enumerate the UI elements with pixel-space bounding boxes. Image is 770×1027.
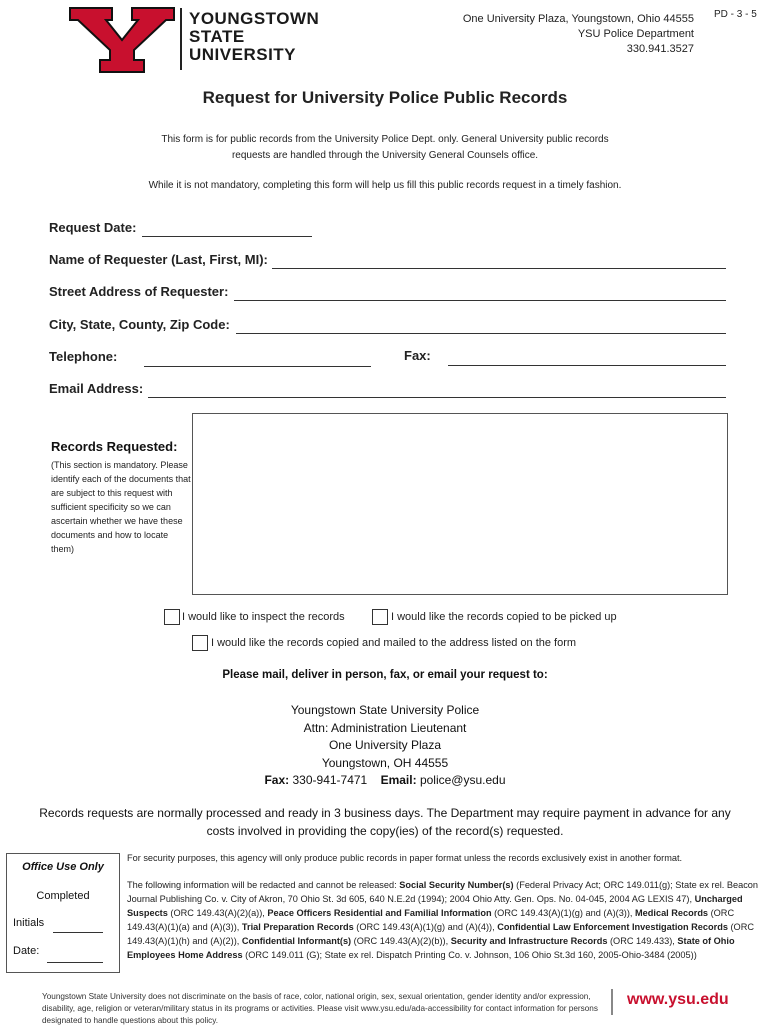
address-line: One University Plaza, Youngstown, Ohio 44555 bbox=[462, 13, 694, 25]
mailing-address bbox=[0, 702, 770, 790]
office-initials-field[interactable] bbox=[53, 932, 103, 933]
nondiscrimination-statement: Youngstown State University does not discriminate on the basis of race, color, national origin, sex, sexual orientation, gender identity and/or expression, disability, age, religion or veteran/military status in its programs or activities. Please visit www.ysu.edu/ada-accessibility for contact information for persons designated to handle questions about this policy. bbox=[42, 992, 598, 1025]
requester-name-label: Name of Requester (Last, First, MI): bbox=[49, 252, 268, 267]
redact-ssn-ref: (Federal Privacy Act; ORC 149.011(g); State ex rel. Beacon Journal Publishing Co. v. City of Akron, 70 Ohio St. 3d 605, 640 N.E.2d (1994); 2004 Ohio Atty. Gen. Ops. No. 04-045, 2004 AG LEXIS 47), bbox=[127, 880, 759, 904]
redaction-intro: The following information will be redacted and cannot be released: bbox=[127, 880, 400, 890]
redact-investigation: Confidential Law Enforcement Investigation Records bbox=[497, 922, 728, 932]
pickup-checkbox[interactable] bbox=[372, 609, 388, 625]
footer-divider bbox=[611, 989, 613, 1015]
processing-note bbox=[0, 804, 770, 840]
redact-peace-officers: Peace Officers Residential and Familial Information bbox=[267, 908, 492, 918]
office-use-title: Office Use Only bbox=[22, 861, 104, 873]
redact-home-address: State of Ohio Employees Home Address bbox=[127, 936, 735, 960]
email-label: Email Address: bbox=[49, 381, 144, 396]
logo-divider bbox=[180, 8, 182, 70]
mail-line-1: Youngstown State University Police bbox=[290, 703, 480, 717]
department-phone: 330.941.3527 bbox=[626, 43, 694, 55]
wordmark-line2: STATE bbox=[189, 27, 245, 46]
fax-contact-value: 330-941-7471 bbox=[292, 773, 368, 787]
redact-uncharged-ref: (ORC 149.43(A)(2)(a)), bbox=[167, 908, 268, 918]
university-wordmark bbox=[189, 10, 319, 64]
records-requested-label: Records Requested: bbox=[51, 439, 178, 454]
telephone-label: Telephone: bbox=[49, 349, 118, 364]
redact-peace-officers-ref: (ORC 149.43(A)(1)(g) and (A)(3)), bbox=[491, 908, 636, 918]
redact-ssn: Social Security Number(s) bbox=[399, 880, 514, 890]
processing-line-1: Records requests are normally processed and ready in 3 business days. The Department may require payment in advance for any bbox=[39, 806, 731, 820]
redaction-notice bbox=[127, 878, 761, 962]
option-inspect[interactable] bbox=[164, 609, 345, 625]
street-address-label: Street Address of Requester: bbox=[49, 284, 229, 299]
office-initials-label: Initials bbox=[13, 917, 45, 929]
records-requested-textarea[interactable] bbox=[192, 413, 728, 595]
page-title: Request for University Police Public Records bbox=[202, 88, 568, 107]
option-mail[interactable] bbox=[192, 635, 576, 651]
mail-label: I would like the records copied and mailed to the address listed on the form bbox=[211, 637, 577, 649]
request-date-label: Request Date: bbox=[49, 220, 137, 235]
redact-trial-ref: (ORC 149.43(A)(1)(g) and (A)(4)), bbox=[353, 922, 498, 932]
office-date-label: Date: bbox=[13, 945, 40, 957]
fax-contact-label: Fax: bbox=[264, 773, 290, 787]
city-state-zip-field[interactable] bbox=[236, 333, 726, 334]
requester-name-field[interactable] bbox=[272, 268, 726, 269]
email-contact-value[interactable]: police@ysu.edu bbox=[419, 773, 506, 787]
security-note: For security purposes, this agency will only produce public records in paper format unless the records exclusively exist in another format. bbox=[127, 853, 683, 863]
fax-label: Fax: bbox=[404, 348, 431, 363]
redact-informant: Confidential Informant(s) bbox=[241, 936, 352, 946]
wordmark-line3: UNIVERSITY bbox=[189, 45, 297, 64]
redact-investigation-ref: (ORC 149.43(A)(1)(h) and (A)(2)), bbox=[127, 922, 754, 946]
city-state-zip-label: City, State, County, Zip Code: bbox=[49, 317, 230, 332]
contact-line bbox=[0, 772, 770, 790]
email-contact-label: Email: bbox=[380, 773, 417, 787]
street-address-field[interactable] bbox=[234, 300, 726, 301]
office-date-field[interactable] bbox=[47, 962, 103, 963]
wordmark-line1: YOUNGSTOWN bbox=[189, 9, 320, 28]
redact-uncharged: Uncharged Suspects bbox=[127, 894, 743, 918]
intro-line-1: This form is for public records from the University Police Dept. only. General University public records bbox=[161, 134, 609, 145]
redact-security-ref: (ORC 149.433), bbox=[607, 936, 678, 946]
fax-field[interactable] bbox=[448, 365, 726, 366]
redact-trial: Trial Preparation Records bbox=[241, 922, 354, 932]
option-pickup[interactable] bbox=[372, 609, 617, 625]
intro-line-2: requests are handled through the University General Counsels office. bbox=[231, 150, 539, 161]
department-address bbox=[463, 12, 694, 57]
redact-medical-ref: (ORC 149.43(A)(1)(a) and (A)(3)), bbox=[127, 908, 735, 932]
mail-checkbox[interactable] bbox=[192, 635, 208, 651]
mail-line-4: Youngstown, OH 44555 bbox=[321, 755, 449, 770]
mail-line-3: One University Plaza bbox=[328, 738, 442, 752]
processing-line-2: costs involved in providing the copy(ies) of the record(s) requested. bbox=[206, 824, 564, 838]
intro-line-3: While it is not mandatory, completing this form will help us fill this public records request in a timely fashion. bbox=[148, 180, 622, 191]
inspect-label: I would like to inspect the records bbox=[182, 611, 345, 623]
redact-security: Security and Infrastructure Records bbox=[450, 936, 608, 946]
pickup-label: I would like the records copied to be picked up bbox=[391, 611, 617, 623]
mail-instructions-heading: Please mail, deliver in person, fax, or email your request to: bbox=[222, 669, 548, 681]
redact-medical: Medical Records bbox=[635, 908, 709, 918]
telephone-field[interactable] bbox=[144, 366, 371, 367]
redact-informant-ref: (ORC 149.43(A)(2)(b)), bbox=[351, 936, 451, 946]
ysu-logo-icon bbox=[68, 6, 176, 74]
inspect-checkbox[interactable] bbox=[164, 609, 180, 625]
office-completed-label: Completed bbox=[36, 890, 90, 902]
redact-home-address-ref: (ORC 149.011 (G); State ex rel. Dispatch Printing Co. v. Johnson, 106 Ohio St.3d 160, 2005-Ohio-3484 (2005)) bbox=[242, 950, 697, 960]
office-use-box bbox=[6, 853, 120, 973]
request-date-field[interactable] bbox=[142, 236, 312, 237]
mail-line-2: Attn: Administration Lieutenant bbox=[303, 720, 467, 735]
website-link[interactable]: www.ysu.edu bbox=[627, 991, 729, 1008]
department-name: YSU Police Department bbox=[577, 28, 694, 40]
email-field[interactable] bbox=[148, 397, 726, 398]
records-requested-note: (This section is mandatory. Please identify each of the documents that are subject to this request with sufficient specificity so we can ascertain whether we have these documents and how to locate them) bbox=[51, 460, 191, 554]
form-code: PD - 3 - 5 bbox=[714, 9, 757, 20]
